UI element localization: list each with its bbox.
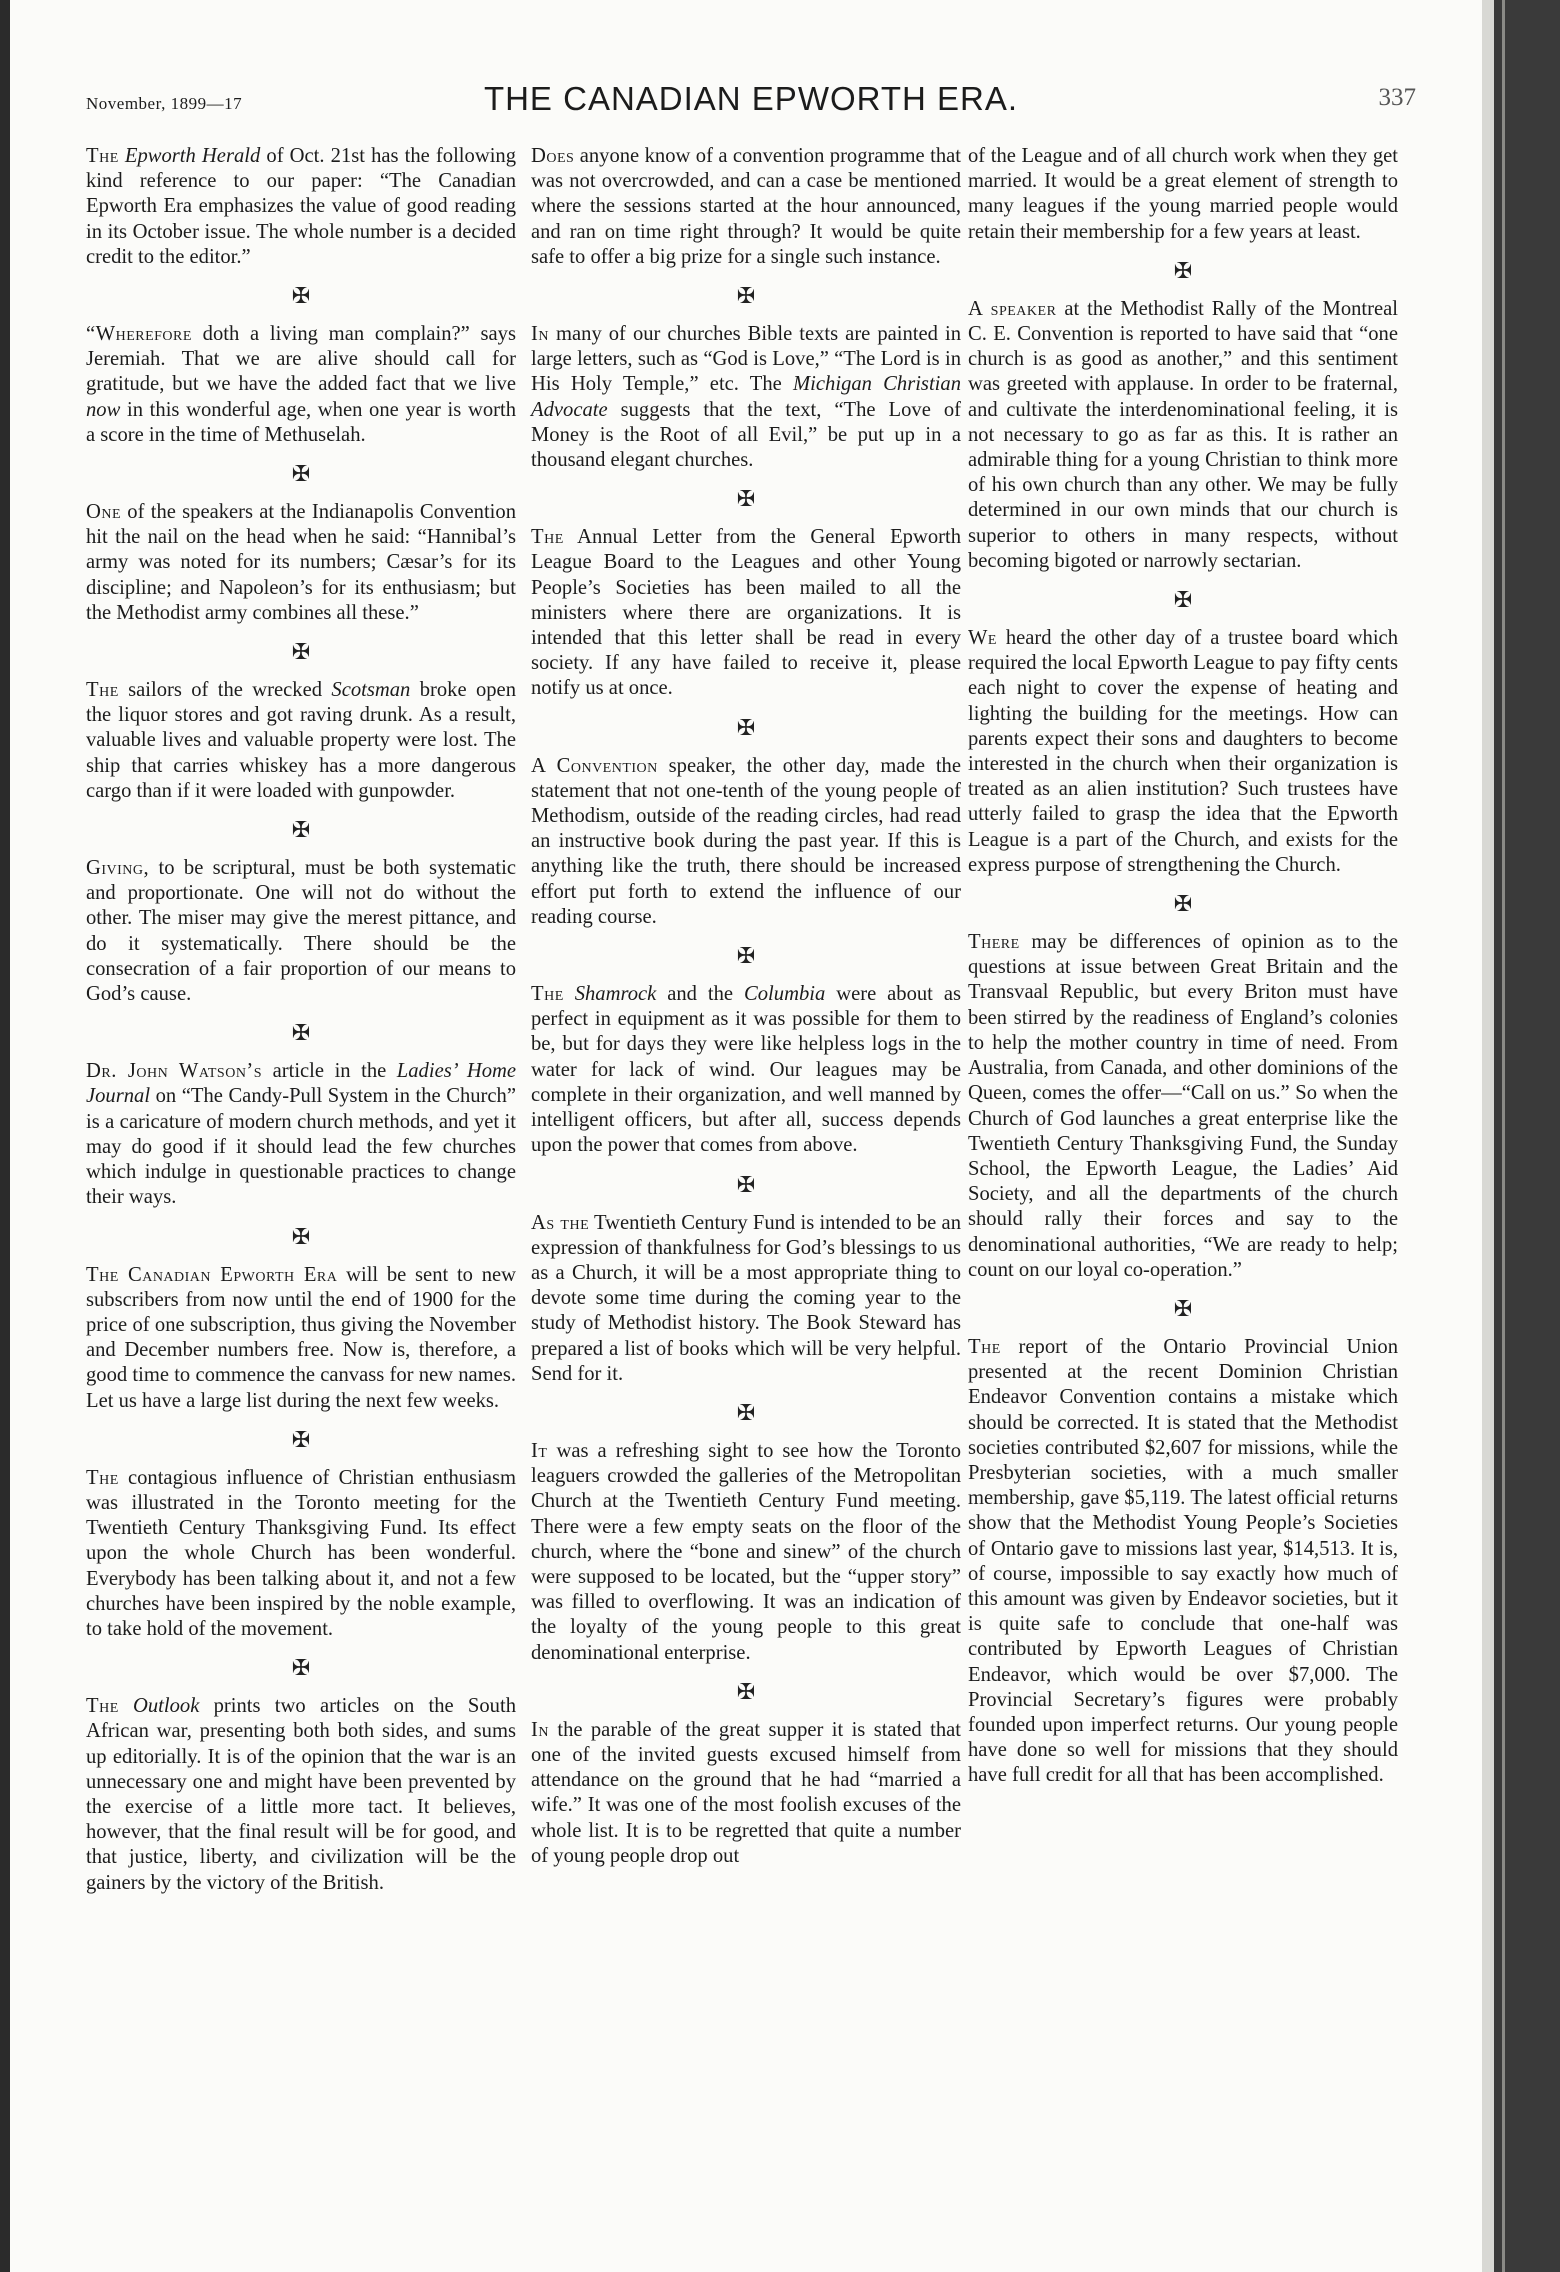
editorial-paragraph: The Canadian Epworth Era will be sent to new subscribers from now until the end of 1900 for the price of one subscription, thus giving the November and December numbers free. Now is, therefore, a good time to commence the canvass for new names. Let us have a large list during the next few weeks. <box>86 1263 517 1412</box>
editorial-paragraph: The Outlook prints two articles on the South African war, presenting both both sides, and sums up editorially. It is of the opinion that the war is an unnecessary one and might have been prevented by the exercise of a little more tact. It believes, however, that the final result will be for good, and that justice, liberty, and civilization will be the gainers by the victory of the British. <box>86 1695 516 1894</box>
paragraph-lead: The Canadian Epworth Era <box>86 1263 338 1286</box>
column-left <box>86 144 516 1896</box>
editorial-paragraph: The Shamrock and the Columbia were about as perfect in equipment as it was possible for them to be, but for days they were like helpless logs in the water for lack of wind. Our leagues may be complete in their organization, and well manned by intelligent officers, but after all, success depends upon the power that comes from above. <box>531 983 961 1157</box>
cross-ornament-icon: ✠ <box>736 714 756 740</box>
page-header <box>86 80 1416 124</box>
column-right <box>968 144 1398 1789</box>
page-edge-strip <box>1482 0 1494 2272</box>
italic-title: Outlook <box>133 1695 200 1718</box>
editorial-paragraph: The Epworth Herald of Oct. 21st has the following kind reference to our paper: “The Canadian Epworth Era emphasizes the value of good reading in its October issue. The whole number is a decided credit to the editor.” <box>86 145 517 268</box>
editorial-paragraph: The contagious influence of Christian enthusiasm was illustrated in the Toronto meeting for the Twentieth Century Thanksgiving Fund. Its effect upon the whole Church has been wonderful. Everybody has been talking about it, and not a few churches have been inspired by the noble example, to take hold of the movement. <box>86 1466 516 1640</box>
cross-ornament-icon: ✠ <box>736 1399 756 1425</box>
paragraph-lead: In <box>531 1718 549 1741</box>
paragraph-lead: There <box>968 931 1020 954</box>
paragraph-lead: “Wherefore <box>86 323 192 346</box>
italic-title: Ladies’ Home Journal <box>86 1060 516 1108</box>
editorial-paragraph: We heard the other day of a trustee board which required the local Epworth League to pay fifty cents each night to cover the expense of heating and lighting the building for the meetings. How can parents expect their sons and daughters to become interested in the church when their organization is treated as an alien institution? Such trustees have utterly failed to grasp the idea that the Epworth League is a part of the Church, and exists for the express purpose of strengthening the Church. <box>968 627 1399 876</box>
italic-title: Shamrock <box>574 983 657 1006</box>
editorial-paragraph: A Convention speaker, the other day, made the statement that not one-tenth of the young people of Methodism, outside of the reading circles, had read an instructive book during the past year. If this is anything like the truth, there should be increased effort put forth to extend the influence of our reading course. <box>531 754 961 928</box>
cross-ornament-icon: ✠ <box>736 1171 756 1197</box>
editorial-paragraph: As the Twentieth Century Fund is intended to be an expression of thankfulness for God’s blessings to us as a Church, it will be a most appropriate thing to devote some time during the coming year to the study of Methodist history. The Book Steward has prepared a list of books which will be very helpful. Send for it. <box>531 1211 961 1385</box>
paragraph-lead: One <box>86 501 122 524</box>
editorial-paragraph: The sailors of the wrecked Scotsman broke open the liquor stores and got raving drunk. As a result, valuable lives and valuable property were lost. The ship that carries whiskey has a more dangerous cargo than if it were loaded with gunpowder. <box>86 679 516 802</box>
paragraph-lead: In <box>531 323 549 346</box>
editorial-paragraph: Giving, to be scriptural, must be both systematic and proportionate. One will not do without the other. The miser may give the merest pittance, and do it systematically. There should be the consecration of a fair proportion of our means to God’s cause. <box>86 857 516 1006</box>
cross-ornament-icon: ✠ <box>291 283 311 309</box>
editorial-paragraph: The report of the Ontario Provincial Union presented at the recent Dominion Christian Endeavor Convention contains a mistake which should be corrected. It is stated that the Methodist societies contributed $2,607 for missions, while the Presbyterian societies, with a much smaller membership, gave $5,119. The latest official returns show that the Methodist Young People’s Societies of Ontario gave to missions last year, $14,513. It is, of course, impossible to say exactly how much of this amount was given by Endeavor societies, but it is quite safe to conclude that one-half was contributed by Epworth Leagues of Christian Endeavor, which would be over $7,000. The Provincial Secretary’s figures were probably founded upon imperfect returns. Our young people have done so well for missions that they should have full credit for all that has been accomplished. <box>968 1335 1398 1787</box>
issue-date: November, 1899—17 <box>86 94 243 113</box>
italic-title: Columbia <box>744 983 826 1006</box>
italic-title: Scotsman <box>331 679 411 702</box>
book-edge <box>1482 0 1560 2272</box>
paragraph-lead: We <box>968 627 997 650</box>
cross-ornament-icon: ✠ <box>291 1426 311 1452</box>
paragraph-lead: Dr. John Watson’s <box>86 1060 263 1083</box>
italic-title: now <box>86 398 121 421</box>
editorial-paragraph: A speaker at the Methodist Rally of the Montreal C. E. Convention is reported to have said that “one church is as good as another,” and this sentiment was greeted with applause. In order to be fraternal, and cultivate the interdenominational feeling, it is not necessary to go as far as this. It is rather an admirable thing for a young Christian to think more of his own church than any other. We may be fully determined in our own minds that our church is superior to others in many respects, without becoming bigoted or narrowly sectarian. <box>968 297 1398 572</box>
paragraph-lead: The <box>86 145 119 167</box>
masthead-title: THE CANADIAN EPWORTH ERA. <box>483 80 1019 117</box>
editorial-paragraph: The Annual Letter from the General Epworth League Board to the Leagues and other Young People’s Societies has been mailed to all the ministers where there are organizations. It is intended that this letter shall be read in every society. If any have failed to receive it, please notify us at once. <box>531 526 961 700</box>
paragraph-lead: Giving, <box>86 857 150 880</box>
cross-ornament-icon: ✠ <box>1173 257 1193 283</box>
cross-ornament-icon: ✠ <box>1173 891 1193 917</box>
column-middle <box>531 144 961 1869</box>
paragraph-lead: The <box>86 1695 119 1718</box>
editorial-paragraph: In the parable of the great supper it is stated that one of the invited guests excused himself from attendance on the ground that he had “married a wife.” It was one of the most foolish excuses of the whole list. It is to be regretted that quite a number of young people drop out <box>531 1718 961 1867</box>
cross-ornament-icon: ✠ <box>291 1655 311 1681</box>
paragraph-lead: The <box>86 679 119 702</box>
italic-title: Michigan Christian Advocate <box>531 373 961 421</box>
paragraph-lead: It <box>531 1439 548 1462</box>
page-edge-line <box>1502 0 1505 2272</box>
editorial-paragraph: “Wherefore doth a living man complain?” says Jeremiah. That we are alive should call for gratitude, but we have the added fact that we live now in this wonderful age, when one year is worth a score in the time of Methuselah. <box>86 323 516 446</box>
editorial-paragraph: In many of our churches Bible texts are painted in large letters, such as “God is Love,” “The Lord is in His Holy Temple,” etc. The Michigan Christian Advocate suggests that the text, “The Love of Money is the Root of all Evil,” be put up in a thousand elegant churches. <box>531 323 961 472</box>
cross-ornament-icon: ✠ <box>736 1678 756 1704</box>
cross-ornament-icon: ✠ <box>291 1223 311 1249</box>
editorial-paragraph: Does anyone know of a convention programme that was not overcrowded, and can a case be mentioned where the sessions started at the hour announced, and ran on time right through? It would be quite safe to offer a big prize for a single such instance. <box>531 145 961 268</box>
cross-ornament-icon: ✠ <box>291 461 311 487</box>
paragraph-lead: A speaker <box>968 297 1057 320</box>
page-number: 337 <box>1378 84 1416 111</box>
cross-ornament-icon: ✠ <box>291 1020 311 1046</box>
cross-ornament-icon: ✠ <box>1173 587 1193 613</box>
editorial-paragraph: One of the speakers at the Indianapolis Convention hit the nail on the head when he said: “Hannibal’s army was noted for its numbers; Cæsar’s for its discipline; and Napoleon’s for its enthusiasm; but the Methodist army combines all these.” <box>86 501 516 624</box>
paragraph-lead: The <box>968 1335 1001 1358</box>
cross-ornament-icon: ✠ <box>736 283 756 309</box>
cross-ornament-icon: ✠ <box>291 639 311 665</box>
paragraph-lead: The <box>531 526 564 549</box>
italic-title: Epworth Herald <box>124 145 261 167</box>
paragraph-lead: Does <box>531 145 575 167</box>
editorial-paragraph: There may be differences of opinion as to the questions at issue between Great Britain and the Transvaal Republic, but every Briton must have been stirred by the readiness of England’s colonies to help the mother country in time of need. From Australia, from Canada, and other dominions of the Queen, comes the offer—“Call on us.” So when the Church of God launches a great enterprise like the Twentieth Century Thanksgiving Fund, the Sunday School, the Epworth League, the Ladies’ Aid Society, and all the departments of the church should rally their forces and say to the denominational authorities, “We are ready to help; count on our loyal co-operation.” <box>968 931 1398 1281</box>
cross-ornament-icon: ✠ <box>291 817 311 843</box>
cross-ornament-icon: ✠ <box>736 486 756 512</box>
cross-ornament-icon: ✠ <box>736 943 756 969</box>
editorial-paragraph: It was a refreshing sight to see how the Toronto leaguers crowded the galleries of the Metropolitan Church at the Twentieth Century Fund meeting. There were a few empty seats on the floor of the church, where the “bone and sinew” of the church were supposed to be located, but the “upper story” was filled to overflowing. It was an indication of the loyalty of the young people to this great denominational enterprise. <box>531 1439 961 1664</box>
cross-ornament-icon: ✠ <box>1173 1295 1193 1321</box>
binding-edge <box>0 0 10 2272</box>
editorial-paragraph: Dr. John Watson’s article in the Ladies’ Home Journal on “The Candy-Pull System in the Church” is a caricature of modern church methods, and yet it may do good if it should lead the few churches which indulge in questionable practices to change their ways. <box>86 1060 516 1209</box>
editorial-paragraph: of the League and of all church work when they get married. It would be a great element of strength to many leagues if the young married people would retain their membership for a few years at least. <box>968 145 1398 243</box>
paragraph-lead: A Convention <box>531 754 658 777</box>
paragraph-lead: As the <box>531 1211 590 1234</box>
paragraph-lead: The <box>86 1466 119 1489</box>
paragraph-lead: The <box>531 983 564 1006</box>
